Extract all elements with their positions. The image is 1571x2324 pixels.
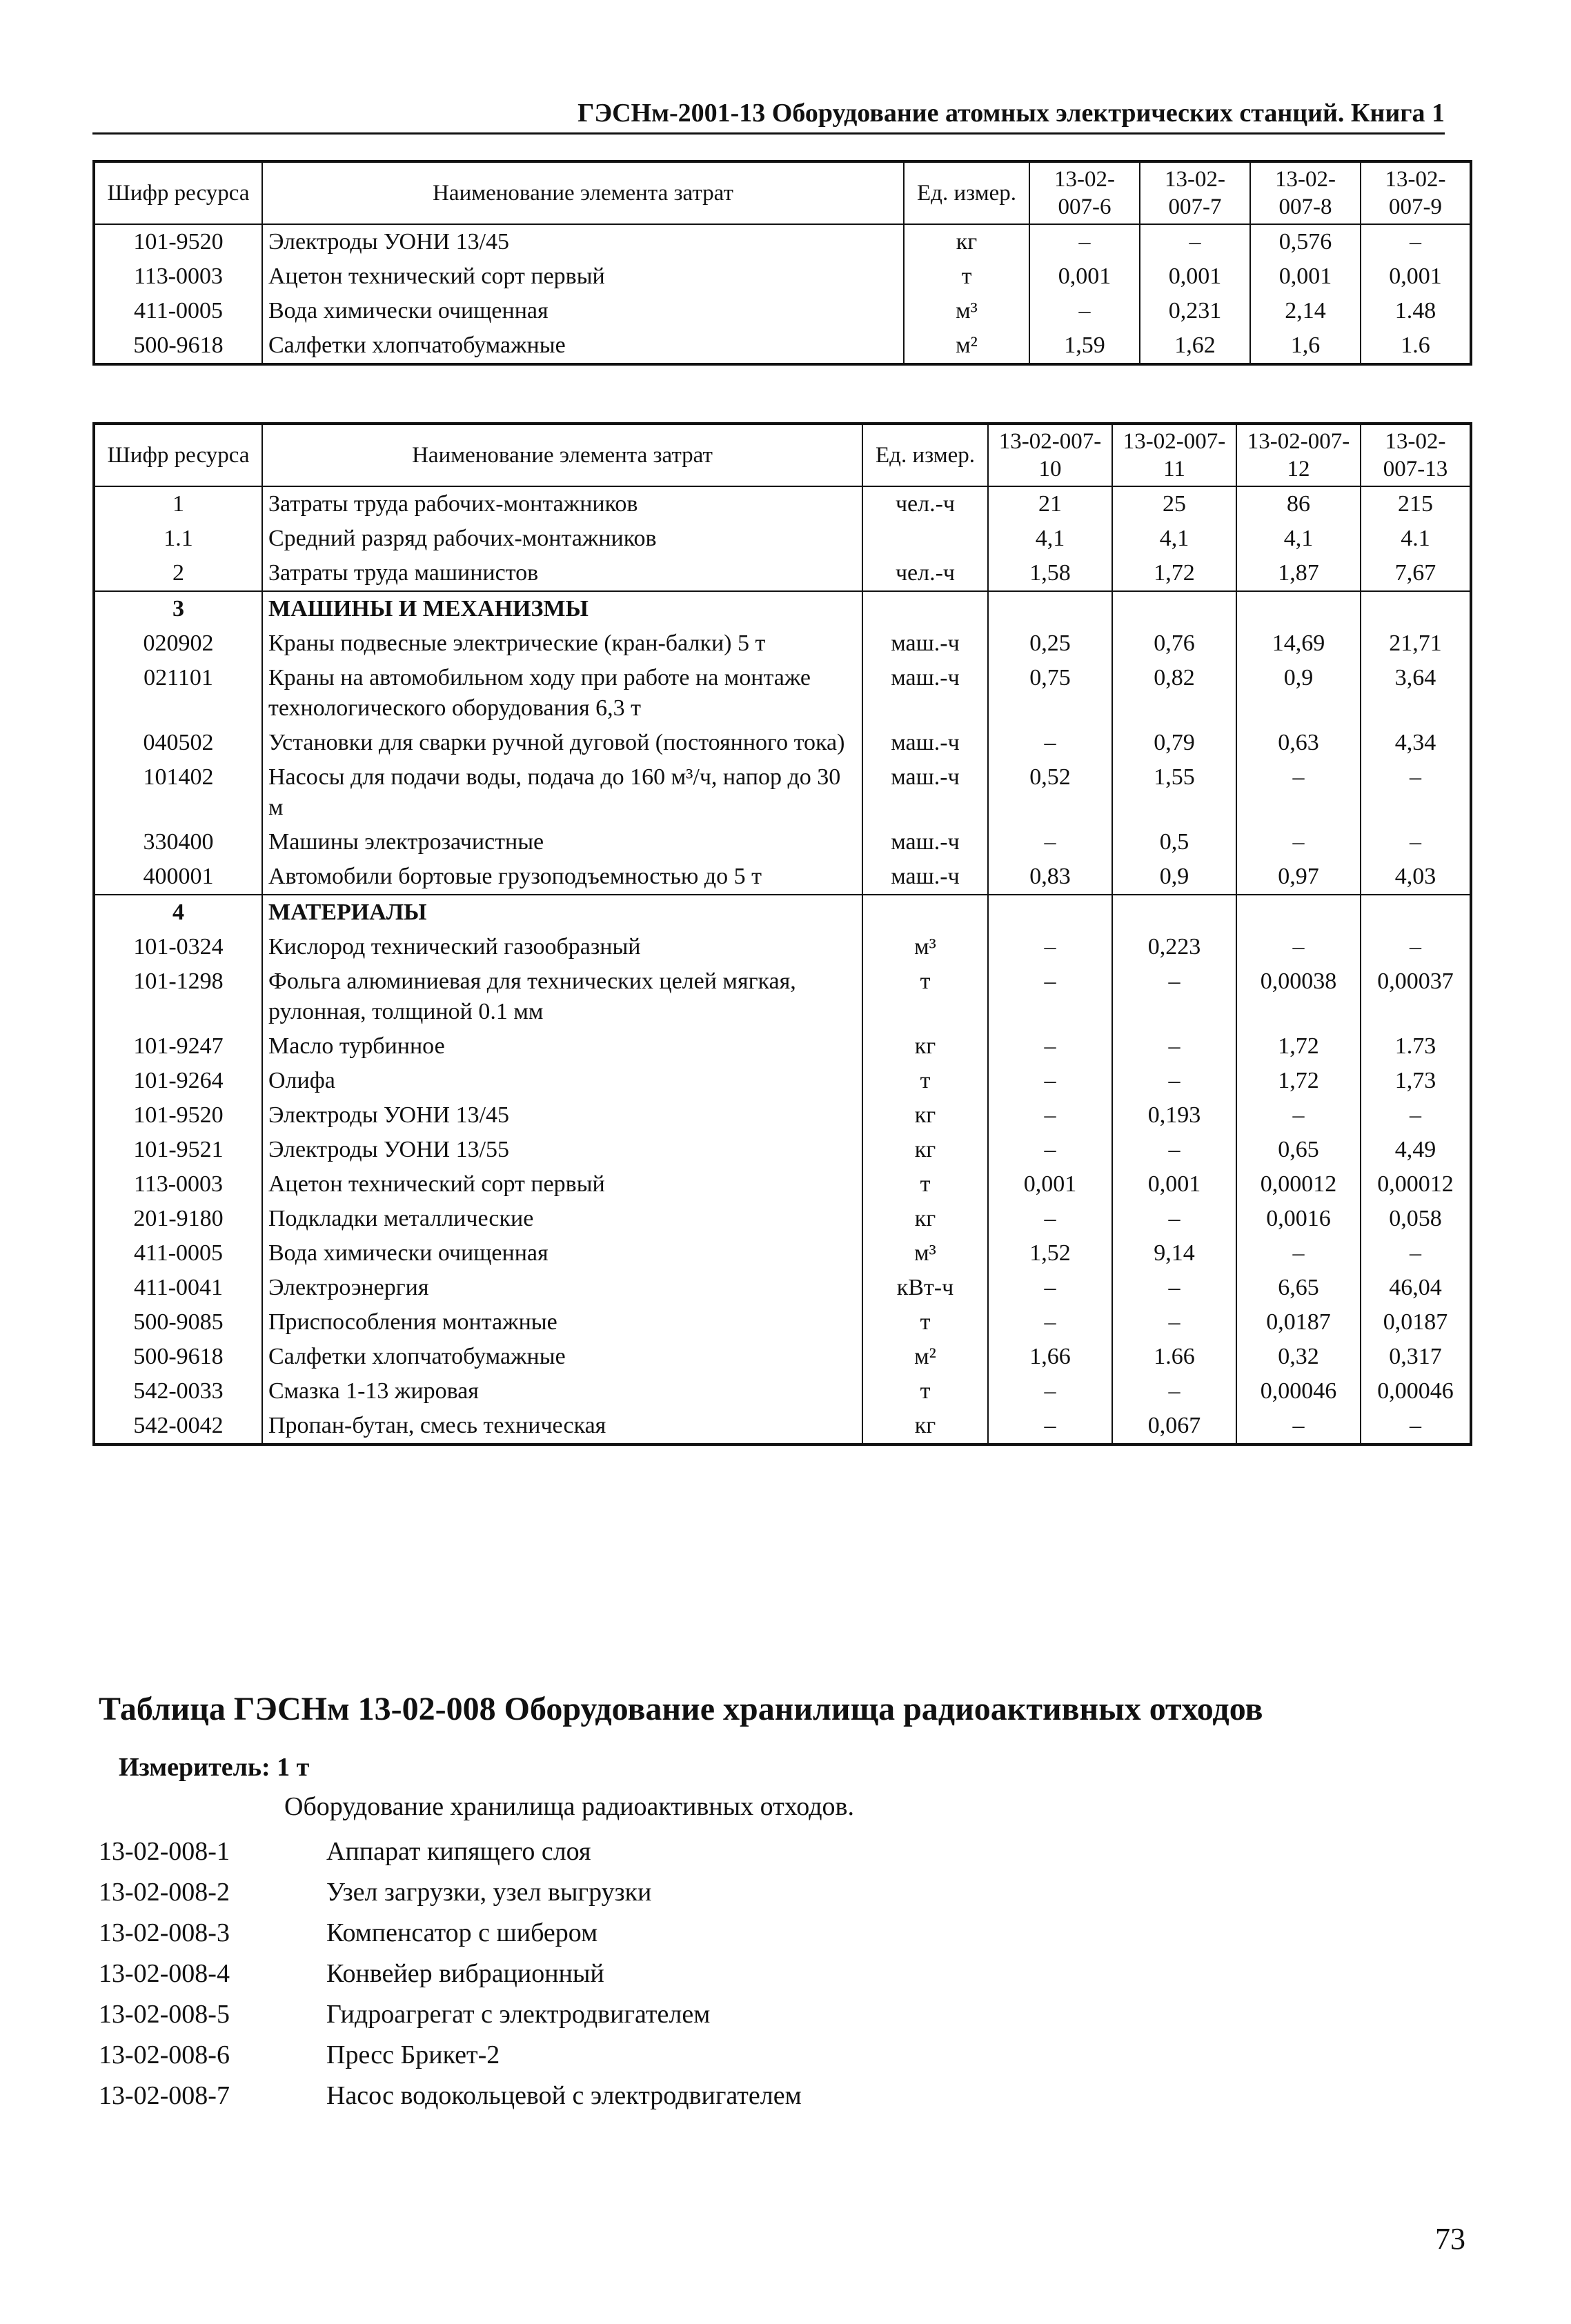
table-row [94,895,1471,930]
unit-of-measure: т [904,259,1029,294]
list-item [99,1913,1203,1954]
table-row [94,259,1471,294]
value-cell: 3,64 [1361,661,1471,726]
unit-of-measure: кг [862,1029,988,1064]
resource-code: 101-9521 [94,1133,262,1167]
value-cell: – [1361,1236,1471,1271]
value-cell: 1,52 [988,1236,1112,1271]
value-cell: 0,0187 [1361,1305,1471,1340]
value-cell [1112,895,1236,930]
cost-element-name: Установки для сварки ручной дуговой (постоянного тока) [262,726,862,760]
value-cell: 0,001 [1112,1167,1236,1202]
value-cell: – [988,1202,1112,1236]
value-cell: 0,00046 [1236,1374,1361,1409]
column-header: Шифр ресурса [94,424,262,486]
value-cell: 0,001 [1140,259,1250,294]
value-cell: 0,231 [1140,294,1250,328]
resource-table-2 [92,422,1472,1446]
value-cell: 21 [988,486,1112,522]
value-cell [1361,895,1471,930]
unit-of-measure: т [862,1064,988,1098]
cost-element-name: Пропан-бутан, смесь техническая [262,1409,862,1444]
unit-of-measure: кВт-ч [862,1271,988,1305]
item-code: 13-02-008-4 [99,1959,230,1988]
table-row [94,1340,1471,1374]
cost-element-name: Затраты труда машинистов [262,556,862,591]
item-code: 13-02-008-5 [99,2000,230,2029]
column-header: Шифр ресурса [94,161,262,224]
unit-of-measure [862,591,988,626]
table-row [94,1236,1471,1271]
unit-of-measure: маш.-ч [862,825,988,860]
column-header: Ед. измер. [904,161,1029,224]
value-cell: 0,79 [1112,726,1236,760]
value-cell: 9,14 [1112,1236,1236,1271]
table-row [94,294,1471,328]
resource-code: 411-0005 [94,1236,262,1271]
list-item [99,2076,1203,2116]
unit-of-measure: м² [862,1340,988,1374]
list-item [99,2035,1203,2076]
column-header: 13-02-007-12 [1236,424,1361,486]
value-cell: – [1236,760,1361,825]
column-header: 13-02-007-6 [1029,161,1140,224]
resource-code: 101-9247 [94,1029,262,1064]
value-cell: 0,576 [1250,224,1361,259]
value-cell: 0,058 [1361,1202,1471,1236]
table-row [94,486,1471,522]
value-cell: 2,14 [1250,294,1361,328]
value-cell: 1,59 [1029,328,1140,364]
item-name: Насос водокольцевой с электродвигателем [326,2081,802,2110]
value-cell: 1.6 [1361,328,1471,364]
cost-element-name: Смазка 1-13 жировая [262,1374,862,1409]
resource-code: 113-0003 [94,259,262,294]
value-cell: 4,1 [988,522,1112,556]
value-cell: 1,73 [1361,1064,1471,1098]
cost-element-name: Кислород технический газообразный [262,930,862,964]
cost-element-name: Салфетки хлопчатобумажные [262,328,904,364]
list-item [99,1954,1203,1994]
value-cell: – [1112,1202,1236,1236]
item-name: Аппарат кипящего слоя [326,1837,591,1866]
column-header: 13-02-007-11 [1112,424,1236,486]
value-cell: – [1236,1098,1361,1133]
resource-code: 101402 [94,760,262,825]
resource-code: 4 [94,895,262,930]
value-cell: – [1236,1409,1361,1444]
cost-element-name: Подкладки металлические [262,1202,862,1236]
value-cell: 1,72 [1236,1029,1361,1064]
value-cell: 0,82 [1112,661,1236,726]
unit-of-measure: кг [862,1098,988,1133]
unit-of-measure: маш.-ч [862,726,988,760]
column-header: Наименование элемента затрат [262,424,862,486]
resource-code: 201-9180 [94,1202,262,1236]
column-header: 13-02-007-13 [1361,424,1471,486]
cost-element-name: МАШИНЫ И МЕХАНИЗМЫ [262,591,862,626]
value-cell [1236,895,1361,930]
item-code: 13-02-008-6 [99,2040,230,2069]
resource-code: 021101 [94,661,262,726]
resource-code: 411-0041 [94,1271,262,1305]
value-cell: 0,97 [1236,860,1361,895]
column-header: 13-02-007-7 [1140,161,1250,224]
value-cell: – [1112,1374,1236,1409]
value-cell: – [1112,1064,1236,1098]
table-row [94,726,1471,760]
table-row [94,1167,1471,1202]
value-cell: 1,72 [1112,556,1236,591]
value-cell: 7,67 [1361,556,1471,591]
value-cell: 1,55 [1112,760,1236,825]
value-cell: 1,87 [1236,556,1361,591]
unit-of-measure: т [862,1305,988,1340]
column-header: 13-02-007-8 [1250,161,1361,224]
value-cell [988,591,1112,626]
value-cell: 0,00038 [1236,964,1361,1029]
resource-code: 3 [94,591,262,626]
value-cell: 1,58 [988,556,1112,591]
item-code: 13-02-008-1 [99,1837,230,1866]
measure-unit: Измеритель: 1 т [119,1753,310,1782]
cost-element-name: Вода химически очищенная [262,294,904,328]
column-header: 13-02-007-9 [1361,161,1471,224]
cost-element-name: Краны на автомобильном ходу при работе на монтаже технологического оборудования 6,3 т [262,661,862,726]
unit-of-measure: м² [904,328,1029,364]
unit-of-measure [862,895,988,930]
cost-element-name: МАТЕРИАЛЫ [262,895,862,930]
value-cell: – [988,1133,1112,1167]
table-row [94,1374,1471,1409]
value-cell: 21,71 [1361,626,1471,661]
table-row [94,328,1471,364]
value-cell: 6,65 [1236,1271,1361,1305]
resource-code: 411-0005 [94,294,262,328]
value-cell: 4,34 [1361,726,1471,760]
value-cell: 46,04 [1361,1271,1471,1305]
resource-code: 101-9520 [94,224,262,259]
value-cell: – [1361,1098,1471,1133]
value-cell: 0,52 [988,760,1112,825]
value-cell: – [1140,224,1250,259]
unit-of-measure: т [862,1167,988,1202]
unit-of-measure [862,522,988,556]
unit-of-measure: кг [862,1409,988,1444]
value-cell: 1,6 [1250,328,1361,364]
table-row [94,1133,1471,1167]
value-cell: – [1112,964,1236,1029]
value-cell: 0,00037 [1361,964,1471,1029]
value-cell: 0,00046 [1361,1374,1471,1409]
value-cell: – [1361,825,1471,860]
cost-element-name: Масло турбинное [262,1029,862,1064]
cost-element-name: Затраты труда рабочих-монтажников [262,486,862,522]
value-cell: 4,1 [1236,522,1361,556]
value-cell: – [1361,930,1471,964]
table-row [94,556,1471,591]
value-cell: – [988,726,1112,760]
resource-code: 101-9264 [94,1064,262,1098]
value-cell: 0,001 [988,1167,1112,1202]
value-cell: – [988,1305,1112,1340]
value-cell: 0,00012 [1236,1167,1361,1202]
unit-of-measure: чел.-ч [862,486,988,522]
value-cell: 86 [1236,486,1361,522]
resource-code: 020902 [94,626,262,661]
column-header: Ед. измер. [862,424,988,486]
value-cell: – [1236,1236,1361,1271]
value-cell: 0,00012 [1361,1167,1471,1202]
value-cell: 0,83 [988,860,1112,895]
value-cell: 1,62 [1140,328,1250,364]
table-row [94,760,1471,825]
cost-element-name: Фольга алюминиевая для технических целей мягкая, рулонная, толщиной 0.1 мм [262,964,862,1029]
value-cell: 0,25 [988,626,1112,661]
table-row [94,1202,1471,1236]
unit-of-measure: чел.-ч [862,556,988,591]
value-cell: – [988,1271,1112,1305]
value-cell: 0,65 [1236,1133,1361,1167]
resource-code: 500-9618 [94,328,262,364]
value-cell: 0,0016 [1236,1202,1361,1236]
table-row [94,1029,1471,1064]
value-cell: – [1112,1305,1236,1340]
value-cell: – [1361,760,1471,825]
value-cell: – [1236,930,1361,964]
resource-code: 1.1 [94,522,262,556]
value-cell: – [1112,1029,1236,1064]
value-cell: – [988,1409,1112,1444]
unit-of-measure: маш.-ч [862,661,988,726]
value-cell: – [1029,224,1140,259]
resource-code: 113-0003 [94,1167,262,1202]
value-cell [1361,591,1471,626]
cost-element-name: Средний разряд рабочих-монтажников [262,522,862,556]
table-row [94,1064,1471,1098]
resource-code: 1 [94,486,262,522]
table-header-row [94,424,1471,486]
value-cell: – [1361,1409,1471,1444]
header-title: ГЭСНм-2001-13 Оборудование атомных электрических станций. Книга 1 [577,99,1445,128]
value-cell: – [988,1064,1112,1098]
value-cell: 14,69 [1236,626,1361,661]
value-cell [1112,591,1236,626]
value-cell: 0,5 [1112,825,1236,860]
unit-of-measure: кг [904,224,1029,259]
cost-element-name: Электроэнергия [262,1271,862,1305]
unit-of-measure: маш.-ч [862,860,988,895]
value-cell: 1,72 [1236,1064,1361,1098]
value-cell: 0,63 [1236,726,1361,760]
value-cell [1236,591,1361,626]
column-header: Наименование элемента затрат [262,161,904,224]
cost-element-name: Олифа [262,1064,862,1098]
cost-element-name: Электроды УОНИ 13/45 [262,1098,862,1133]
value-cell: – [988,930,1112,964]
page-header [92,95,1445,135]
item-name: Конвейер вибрационный [326,1959,604,1988]
resource-code: 542-0033 [94,1374,262,1409]
page-number: 73 [1435,2222,1465,2256]
value-cell: – [1112,1271,1236,1305]
value-cell: – [988,964,1112,1029]
unit-of-measure: м³ [862,930,988,964]
item-name: Узел загрузки, узел выгрузки [326,1878,652,1907]
item-code: 13-02-008-3 [99,1918,230,1947]
value-cell: 0,75 [988,661,1112,726]
value-cell: 0,223 [1112,930,1236,964]
resource-code: 330400 [94,825,262,860]
unit-of-measure: т [862,1374,988,1409]
value-cell: 4,03 [1361,860,1471,895]
value-cell: 0,317 [1361,1340,1471,1374]
value-cell: – [1029,294,1140,328]
table-row [94,591,1471,626]
resource-code: 500-9618 [94,1340,262,1374]
value-cell [988,895,1112,930]
value-cell: 4,49 [1361,1133,1471,1167]
column-header: 13-02-007-10 [988,424,1112,486]
cost-element-name: Ацетон технический сорт первый [262,259,904,294]
value-cell: – [988,1374,1112,1409]
table-row [94,224,1471,259]
list-item [99,1994,1203,2035]
value-cell: 0,001 [1250,259,1361,294]
value-cell: 0,32 [1236,1340,1361,1374]
value-cell: 0,76 [1112,626,1236,661]
value-cell: 0,001 [1361,259,1471,294]
value-cell: 1.73 [1361,1029,1471,1064]
table-row [94,825,1471,860]
cost-element-name: Краны подвесные электрические (кран-балки) 5 т [262,626,862,661]
table-row [94,860,1471,895]
list-item [99,1831,1203,1872]
cost-element-name: Машины электрозачистные [262,825,862,860]
value-cell: 0,0187 [1236,1305,1361,1340]
unit-of-measure: маш.-ч [862,626,988,661]
value-cell: 4.1 [1361,522,1471,556]
table-row [94,661,1471,726]
resource-code: 500-9085 [94,1305,262,1340]
item-code: 13-02-008-2 [99,1878,230,1907]
item-name: Компенсатор с шибером [326,1918,598,1947]
cost-element-name: Автомобили бортовые грузоподъемностью до 5 т [262,860,862,895]
item-list [99,1831,1203,2116]
value-cell: 215 [1361,486,1471,522]
cost-element-name: Ацетон технический сорт первый [262,1167,862,1202]
table-row [94,964,1471,1029]
item-code: 13-02-008-7 [99,2081,230,2110]
table-row [94,1305,1471,1340]
cost-element-name: Приспособления монтажные [262,1305,862,1340]
table-title: Таблица ГЭСНм 13-02-008 Оборудование хранилища радиоактивных отходов [99,1691,1263,1727]
unit-of-measure: маш.-ч [862,760,988,825]
table-row [94,1409,1471,1444]
value-cell: 25 [1112,486,1236,522]
value-cell: 0,067 [1112,1409,1236,1444]
value-cell: – [1236,825,1361,860]
item-name: Гидроагрегат с электродвигателем [326,2000,711,2029]
resource-code: 400001 [94,860,262,895]
table-note: Оборудование хранилища радиоактивных отходов. [284,1792,854,1821]
value-cell: – [1112,1133,1236,1167]
unit-of-measure: т [862,964,988,1029]
value-cell: 0,9 [1112,860,1236,895]
unit-of-measure: кг [862,1133,988,1167]
unit-of-measure: м³ [862,1236,988,1271]
item-name: Пресс Брикет-2 [326,2040,500,2069]
value-cell: 0,9 [1236,661,1361,726]
table-header-row [94,161,1471,224]
list-item [99,1872,1203,1913]
value-cell: – [988,1029,1112,1064]
resource-code: 101-0324 [94,930,262,964]
resource-code: 542-0042 [94,1409,262,1444]
value-cell: 4,1 [1112,522,1236,556]
table-row [94,1098,1471,1133]
cost-element-name: Электроды УОНИ 13/55 [262,1133,862,1167]
cost-element-name: Насосы для подачи воды, подача до 160 м³/ч, напор до 30 м [262,760,862,825]
value-cell: 1,66 [988,1340,1112,1374]
table-row [94,522,1471,556]
value-cell: – [988,825,1112,860]
table-row [94,1271,1471,1305]
value-cell: 1.48 [1361,294,1471,328]
value-cell: 1.66 [1112,1340,1236,1374]
table-row [94,626,1471,661]
resource-code: 101-9520 [94,1098,262,1133]
resource-table-1 [92,160,1472,366]
value-cell: 0,193 [1112,1098,1236,1133]
resource-code: 040502 [94,726,262,760]
unit-of-measure: кг [862,1202,988,1236]
value-cell: – [1361,224,1471,259]
resource-code: 2 [94,556,262,591]
table-row [94,930,1471,964]
value-cell: 0,001 [1029,259,1140,294]
cost-element-name: Вода химически очищенная [262,1236,862,1271]
unit-of-measure: м³ [904,294,1029,328]
resource-code: 101-1298 [94,964,262,1029]
cost-element-name: Электроды УОНИ 13/45 [262,224,904,259]
cost-element-name: Салфетки хлопчатобумажные [262,1340,862,1374]
value-cell: – [988,1098,1112,1133]
